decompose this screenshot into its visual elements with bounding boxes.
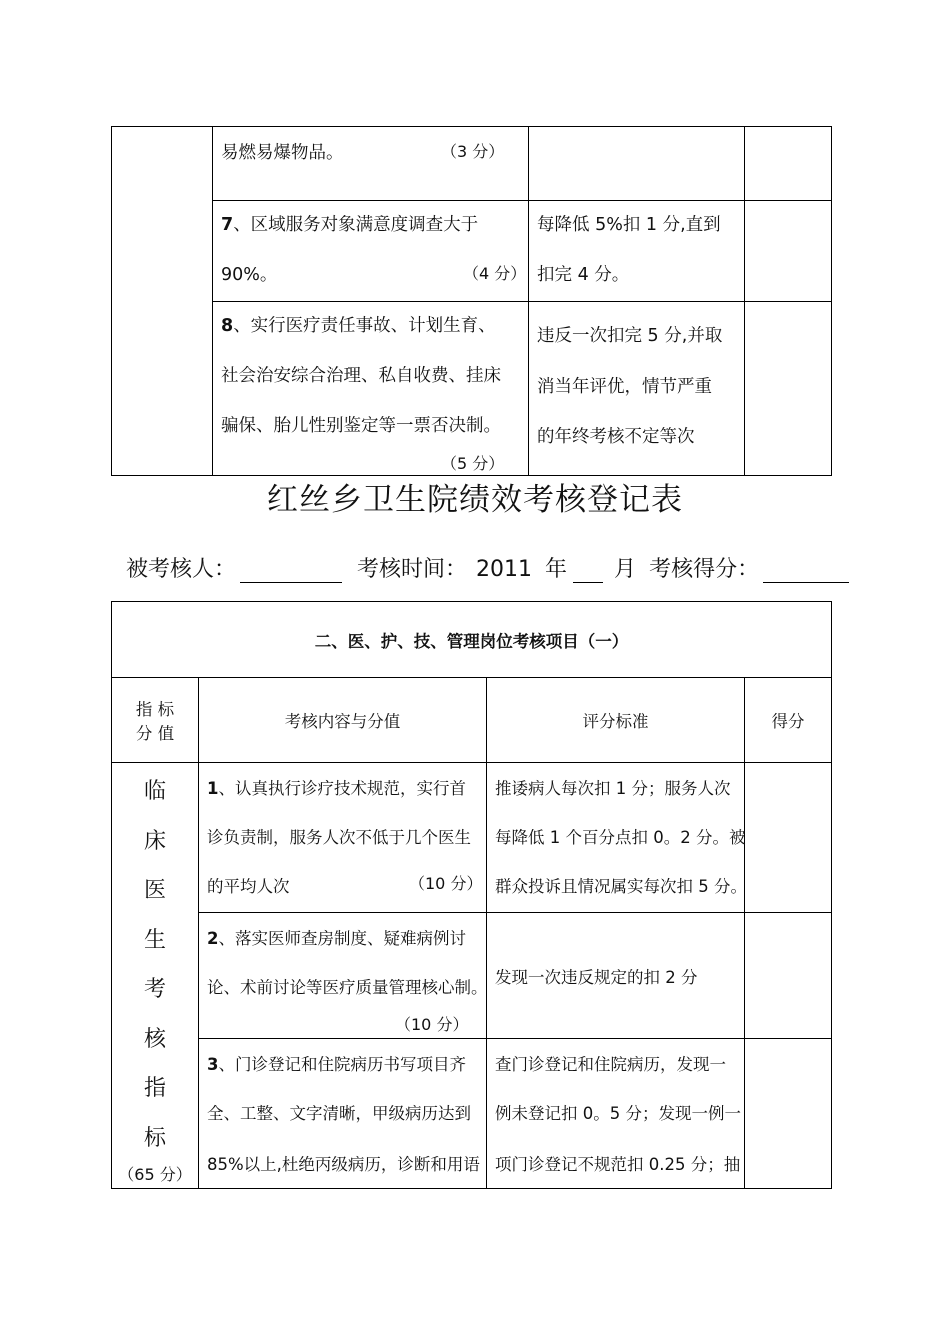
- score-cell: [745, 302, 832, 476]
- content-line: 论、术前讨论等医疗质量管理核心制。: [207, 978, 488, 997]
- content-text: 、认真执行诊疗技术规范，实行首: [218, 779, 466, 798]
- criteria-line: 违反一次扣完 5 分,并取: [537, 326, 723, 346]
- criteria-cell: [487, 913, 745, 1039]
- content-line: 社会治安综合治理、私自收费、挂床: [221, 366, 501, 386]
- criteria-line: 扣完 4 分。: [537, 265, 630, 285]
- criteria-line: 每降低 5%扣 1 分,直到: [537, 215, 721, 235]
- content-score: （5 分）: [441, 454, 505, 473]
- category-char: 床: [143, 828, 166, 854]
- score-cell: [745, 127, 832, 201]
- table-row: [112, 127, 832, 201]
- content-cell: [213, 201, 529, 302]
- header-criteria: 评分标准: [487, 678, 745, 763]
- header-indicator-line1: 指 标: [135, 700, 175, 719]
- header-indicator: [112, 678, 199, 763]
- header-row: [112, 678, 832, 763]
- content-line: 骗保、胎儿性别鉴定等一票否决制。: [221, 416, 501, 436]
- category-char: 标: [143, 1125, 166, 1151]
- header-score: 得分: [745, 678, 832, 763]
- score-label: 考核得分：: [649, 557, 760, 582]
- category-char: 核: [143, 1026, 166, 1052]
- section-row: [112, 602, 832, 678]
- criteria-cell: [487, 763, 745, 913]
- category-char: 考: [143, 977, 166, 1002]
- content-text: 、门诊登记和住院病历书写项目齐: [218, 1055, 466, 1074]
- year-value: 2011: [476, 557, 533, 582]
- content-line: 全、工整、文字清晰，甲级病历达到: [207, 1104, 471, 1123]
- category-char: 生: [143, 927, 166, 953]
- year-unit: 年: [545, 557, 568, 582]
- month-unit: 月: [614, 557, 637, 582]
- content-text: 、落实医师查房制度、疑难病例讨: [218, 929, 466, 948]
- content-score: （4 分）: [463, 264, 527, 283]
- item-number: 7: [221, 215, 234, 235]
- form-title: 红丝乡卫生院绩效考核登记表: [267, 482, 683, 518]
- indicator-cell: [112, 127, 213, 476]
- criteria-line: 项门诊登记不规范扣 0.25 分；抽: [495, 1155, 741, 1174]
- criteria-line: 消当年评优，情节严重: [537, 377, 712, 397]
- criteria-cell: [487, 1039, 745, 1189]
- item-number: 1: [207, 779, 219, 798]
- criteria-line: 群众投诉且情况属实每次扣 5 分。: [495, 877, 747, 896]
- category-char: 指: [143, 1076, 166, 1101]
- content-score: （10 分）: [409, 874, 483, 893]
- score-blank[interactable]: [763, 554, 849, 583]
- content-line: 85%以上,杜绝丙级病历，诊断和用语: [207, 1155, 480, 1174]
- score-cell: [745, 763, 832, 913]
- score-cell: [745, 913, 832, 1039]
- content-text: 、实行医疗责任事故、计划生育、: [233, 316, 496, 336]
- table-row: [112, 302, 832, 476]
- content-score: （10 分）: [395, 1015, 469, 1034]
- score-cell: [745, 201, 832, 302]
- category-cell: [112, 763, 199, 1189]
- month-blank[interactable]: [573, 554, 603, 583]
- criteria-line: 查门诊登记和住院病历，发现一: [495, 1055, 726, 1074]
- criteria-line: 例未登记扣 0。5 分；发现一例一: [495, 1104, 741, 1123]
- criteria-cell: [529, 201, 745, 302]
- content-score: （3 分）: [441, 142, 505, 161]
- criteria-cell: [529, 302, 745, 476]
- content-cell: [213, 127, 529, 201]
- content-line: [207, 775, 480, 799]
- content-line: [221, 312, 522, 337]
- time-label: 考核时间：: [357, 557, 468, 582]
- criteria-line: 推诿病人每次扣 1 分；服务人次: [495, 779, 731, 798]
- content-line: [207, 1051, 480, 1075]
- content-text: 、区域服务对象满意度调查大于: [233, 215, 479, 235]
- criteria-line: 的年终考核不定等次: [537, 427, 695, 447]
- table-row: [112, 201, 832, 302]
- content-line: 的平均人次: [207, 877, 290, 896]
- table-row: [112, 913, 832, 1039]
- header-indicator-line2: 分 值: [135, 724, 175, 743]
- content-cell: [199, 913, 487, 1039]
- criteria-line: 每降低 1 个百分点扣 0。2 分。被: [495, 828, 746, 847]
- item-number: 2: [207, 929, 219, 948]
- assessment-table: [111, 601, 832, 1189]
- examinee-label: 被考核人：: [126, 557, 237, 582]
- content-line: [221, 211, 522, 236]
- content-cell: [213, 302, 529, 476]
- category-char: 临: [143, 779, 166, 804]
- content-line: 90%。: [221, 265, 278, 285]
- category-char: 医: [143, 878, 166, 903]
- header-content: 考核内容与分值: [199, 678, 487, 763]
- info-line: [126, 552, 849, 583]
- table-row: [112, 763, 832, 913]
- content-cell: [199, 763, 487, 913]
- criteria-line: 发现一次违反规定的扣 2 分: [495, 967, 698, 987]
- item-number: 3: [207, 1055, 219, 1074]
- item-number: 8: [221, 316, 234, 336]
- content-line: 诊负责制，服务人次不低于几个医生: [207, 828, 471, 847]
- category-score: （65 分）: [118, 1165, 192, 1184]
- section-title: 二、医、护、技、管理岗位考核项目（一）: [112, 602, 832, 678]
- content-line: [207, 925, 480, 949]
- continuation-table: [111, 126, 832, 476]
- content-line: 易燃易爆物品。: [221, 143, 344, 163]
- examinee-blank[interactable]: [240, 554, 342, 583]
- table-row: [112, 1039, 832, 1189]
- criteria-cell: [529, 127, 745, 201]
- content-cell: [199, 1039, 487, 1189]
- score-cell: [745, 1039, 832, 1189]
